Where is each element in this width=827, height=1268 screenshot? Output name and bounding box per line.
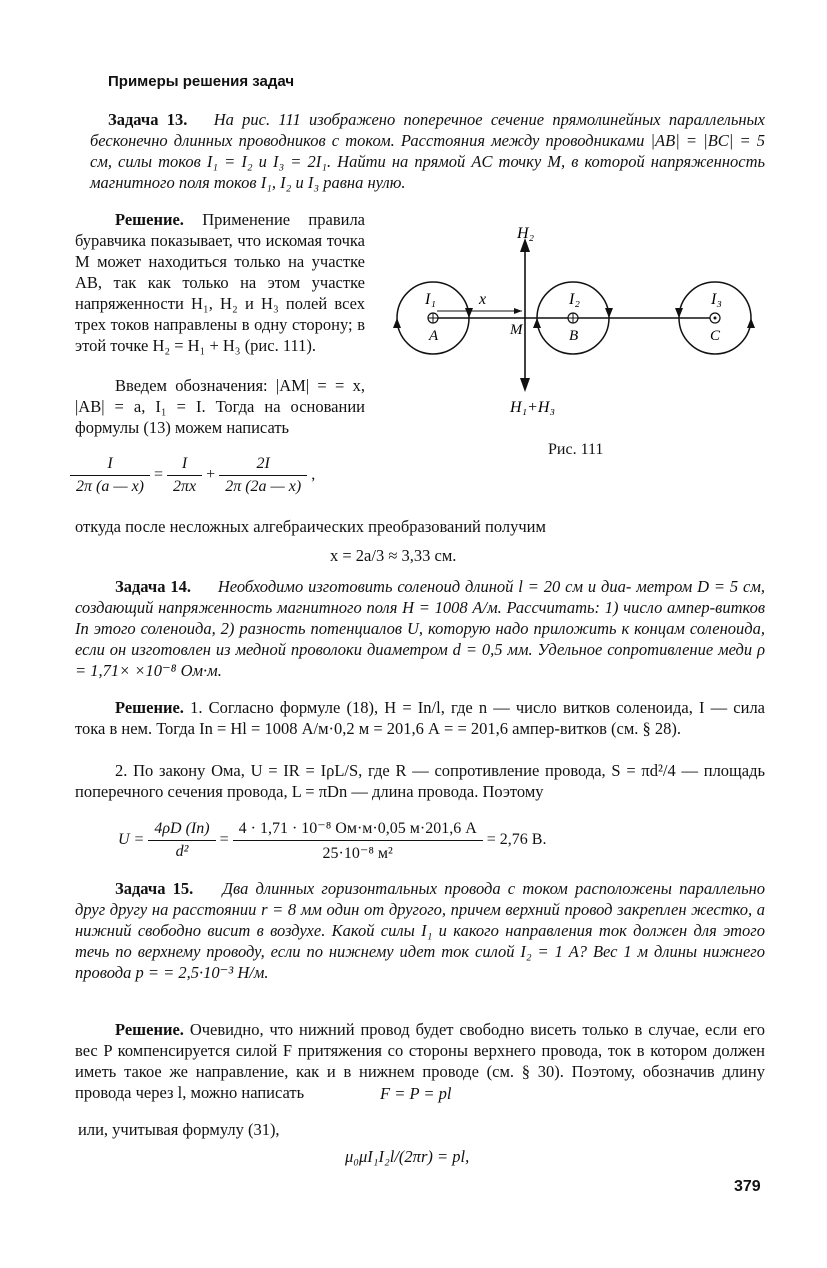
eq13-rhs-den: 2π (2a — x) (225, 478, 302, 495)
task14-solution-1 (75, 697, 765, 739)
task15-eq2: μ₀μI₁I₂l/(2πr) = pl, (345, 1147, 470, 1166)
task13-after-eq: откуда после несложных алгебраических преобразований получим (75, 517, 546, 536)
task14-solution-text2: 2. По закону Ома, U = IR = IρL/S, где R — сопротивление провода, S = πd²/4 — площадь поперечного сечения провода, L = πDn — длина провода. Поэтому (75, 761, 765, 801)
task15-statement (75, 878, 765, 983)
task15-solution-text: Очевидно, что нижний провод будет свободно висеть только в случае, если его вес P компенсируется силой F притяжения со стороны верхнего провода, ток в котором должен иметь такое же направление, как и в нижнем проводе (см. § 30). Поэтому, обозначив длину провода через l, можно написать (75, 1020, 765, 1102)
label-A: A (429, 328, 439, 344)
eq13-mid-den: 2πx (173, 478, 197, 495)
eq14-f2-num: 4 · 1,71 · 10⁻⁸ Ом·м·0,05 м·201,6 А (233, 818, 483, 841)
eq13-mid-num: I (167, 455, 202, 476)
task15-solution-label: Решение. (115, 1020, 184, 1039)
label-I1: I₁ (425, 291, 436, 308)
eq13-lhs-den: 2π (a — x) (76, 478, 144, 495)
task15-eq1: F = P = pl (380, 1084, 452, 1103)
label-H1H3: H₁+H₃ (510, 399, 556, 416)
label-x: x (479, 291, 487, 308)
section-header: Примеры решения задач (108, 73, 295, 90)
figure-caption: Рис. 111 (548, 441, 604, 458)
task14-text-line1: Необходимо изготовить соленоид длиной l = 20 см и диа- (217, 577, 632, 596)
task14-text-rest: метром D = 5 см, создающий напряженность магнитного поля H = 1008 А/м. Рассчитать: 1) число ампер-витков In этого соленоида, 2) разность потенциалов U, которую надо приложить к концам соленоида, если он изготовлен из медной проволоки диаметром d = 0,5 мм. Удельное сопротивление меди ρ = 1,71× ×10⁻⁸ Ом·м. (75, 577, 766, 680)
task13-solution-label: Решение. (115, 210, 184, 229)
page-number: 379 (734, 1178, 761, 1195)
eq13-rhs-num: 2I (219, 455, 307, 476)
task14-equation: U = $\frac{4\rho D (In)}{\text{d²}}$ = $\frac{\text{4 · 1,71 · 10⁻⁸ Ом·м·0,05 м·201,6 А}}{\text{25·10⁻⁸ м²}}$ = 2,76 В. (118, 820, 547, 862)
eq14-f1-den: d² (175, 843, 189, 860)
task13-notation-text: Введем обозначения: |AM| = = x, |AB| = a, I₁ = I. Тогда на основании формулы (13) можем написать (75, 376, 365, 437)
task13-solution (75, 209, 365, 356)
task14-label: Задача 14. (115, 577, 191, 596)
label-C: C (710, 328, 721, 344)
label-I3: I₃ (711, 291, 722, 308)
label-I2: I₂ (569, 291, 580, 308)
task13-solution-text: Применение правила буравчика показывает, что искомая точка M может находиться только на участке AB, так как только на этом участке напряженности H₁, H₂ и H₃ полей всех трех токов направлены в одну сторону; в этой точке H₂ = H₁ + H₃ (рис. 111). (75, 210, 366, 355)
label-M: M (510, 322, 523, 338)
task14-solution-2 (75, 760, 765, 802)
eq14-lhs: U = (118, 831, 145, 849)
label-B: B (569, 328, 579, 344)
task15-text-rest: параллельно друг другу на расстоянии r = 8 мм один от другого, причем верхний провод закреплен жестко, а нижний свободно висит в воздухе. Какой силы I₁ и какого направления ток должен для этого течь по верхнему проводу, если по нижнему идет ток силой I₂ = 1 А? Вес 1 м длины нижнего провода p = = 2,5·10⁻³ Н/м. (75, 879, 766, 982)
task13-equation: $\frac{I}{2\pi (a — x)}$ = $\frac{I}{2\pi x}$ + $\frac{2I}{2\pi (2a — x)}$ , (70, 455, 370, 496)
figure-111 (385, 210, 770, 420)
task13-label: Задача 13. (108, 110, 188, 129)
task14-statement (75, 576, 765, 681)
label-H2: H₂ (517, 225, 535, 242)
eq14-f1-num: 4ρD (In) (148, 820, 215, 841)
task13-text-rest: параллельных бесконечно длинных проводников с током. Расстояния между проводниками |AB| = |BC| = 5 см, силы токов I₁ = I₂ и I₃ = 2I₁. Найти на прямой AC точку M, в которой напряженность магнитного поля токов I₁, I₂ и I₃ равна нулю. (90, 110, 766, 192)
task13-result: x = 2a/3 ≈ 3,33 см. (330, 546, 457, 565)
eq14-result: = 2,76 В. (486, 831, 547, 849)
task15-mid-text: или, учитывая формулу (31), (78, 1120, 280, 1139)
task15-text-line1: Два длинных горизонтальных провода с током расположены (222, 879, 672, 898)
task13-statement (90, 109, 765, 193)
task13-text-line1: На рис. 111 изображено поперечное сечение прямолинейных (213, 110, 661, 129)
task13-notation (75, 375, 365, 438)
task14-solution-text1: 1. Согласно формуле (18), H = In/l, где n — число витков соленоида, I — сила тока в нем. Тогда In = Hl = 1008 А/м·0,2 м = 201,6 А = = 201,6 ампер-витков (см. § 28). (75, 698, 765, 738)
eq14-f2-den: 25·10⁻⁸ м² (322, 845, 393, 862)
arrow-H1H3 (520, 378, 530, 392)
task15-label: Задача 15. (115, 879, 194, 898)
eq13-lhs-num: I (70, 455, 150, 476)
task14-solution-label: Решение. (115, 698, 184, 717)
